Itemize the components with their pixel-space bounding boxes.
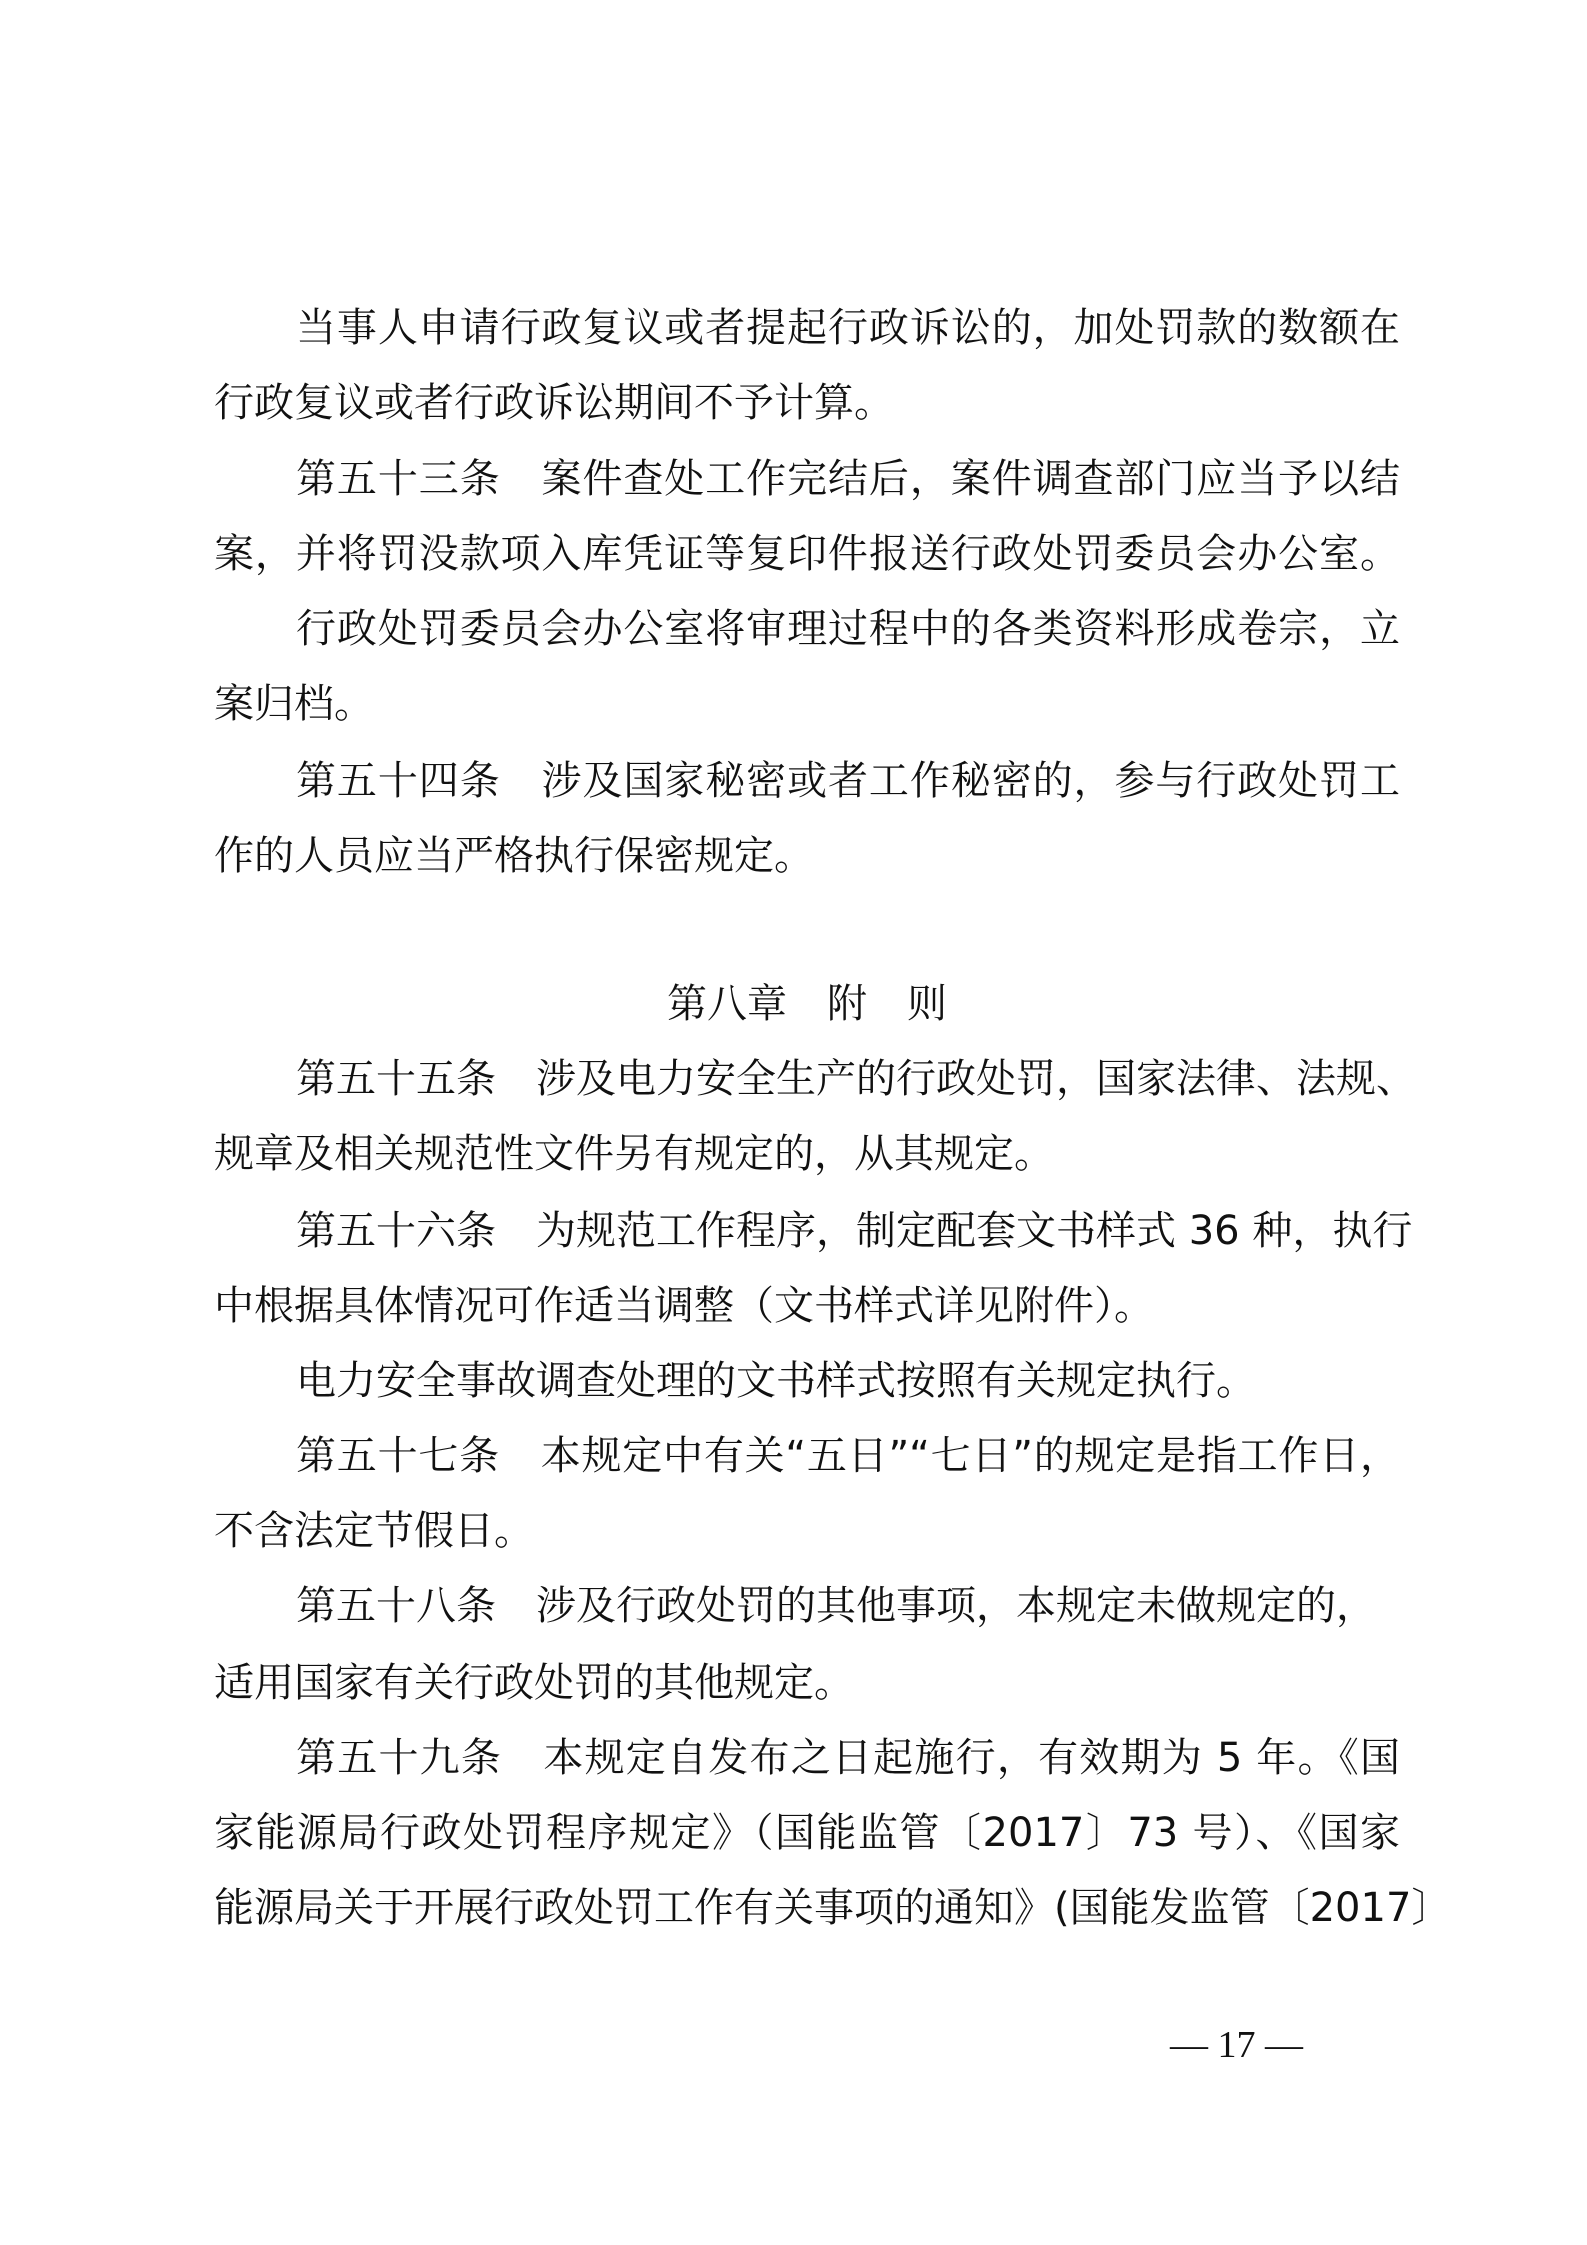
- text-line: 第五十九条 本规定自发布之日起施行，有效期为 5 年。《国: [296, 1735, 1400, 1781]
- page-number: — 17 —: [1170, 2024, 1303, 2066]
- text-line: 第五十三条 案件查处工作完结后，案件调查部门应当予以结: [296, 456, 1400, 502]
- text-line: 案，并将罚没款项入库凭证等复印件报送行政处罚委员会办公室。: [214, 531, 1400, 577]
- text-line: 第五十八条 涉及行政处罚的其他事项，本规定未做规定的，: [296, 1583, 1376, 1629]
- text-line: 第五十六条 为规范工作程序，制定配套文书样式 36 种，执行: [296, 1208, 1413, 1254]
- text-line: 案归档。: [214, 681, 374, 727]
- text-line: 作的人员应当严格执行保密规定。: [214, 833, 814, 879]
- text-line: 第五十四条 涉及国家秘密或者工作秘密的，参与行政处罚工: [296, 758, 1400, 804]
- text-line: 家能源局行政处罚程序规定》（国能监管〔2017〕73 号）、《国家: [214, 1810, 1400, 1856]
- text-line: 当事人申请行政复议或者提起行政诉讼的，加处罚款的数额在: [296, 305, 1400, 351]
- text-line: 第五十七条 本规定中有关“五日”“七日”的规定是指工作日，: [296, 1433, 1400, 1479]
- text-line: 行政复议或者行政诉讼期间不予计算。: [214, 380, 894, 426]
- chapter-heading: 第八章 附 则: [667, 981, 947, 1027]
- text-line: 能源局关于开展行政处罚工作有关事项的通知》(国能发监管〔2017〕: [214, 1885, 1452, 1931]
- text-line: 行政处罚委员会办公室将审理过程中的各类资料形成卷宗，立: [296, 606, 1400, 652]
- text-line: 电力安全事故调查处理的文书样式按照有关规定执行。: [296, 1358, 1256, 1404]
- text-line: 第五十五条 涉及电力安全生产的行政处罚，国家法律、法规、: [296, 1056, 1416, 1102]
- text-line: 规章及相关规范性文件另有规定的，从其规定。: [214, 1131, 1054, 1177]
- text-line: 中根据具体情况可作适当调整（文书样式详见附件）。: [214, 1283, 1154, 1329]
- text-line: 不含法定节假日。: [214, 1508, 534, 1554]
- text-line: 适用国家有关行政处罚的其他规定。: [214, 1660, 854, 1706]
